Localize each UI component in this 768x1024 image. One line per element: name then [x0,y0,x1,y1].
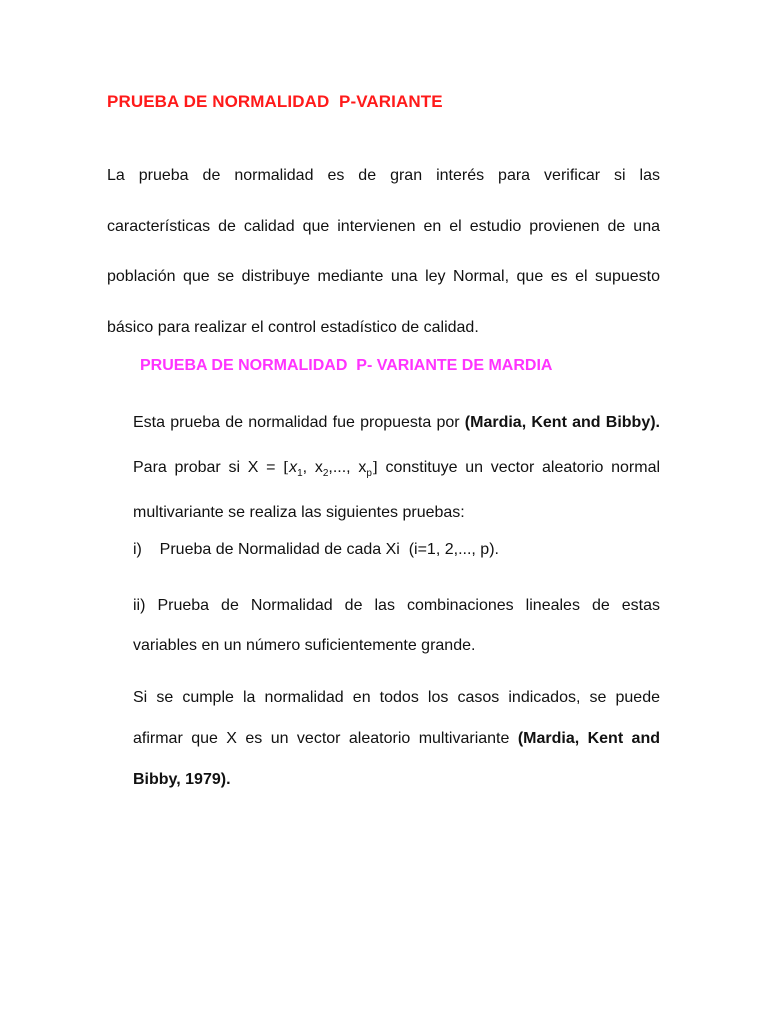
section-subtitle: PRUEBA DE NORMALIDAD P- VARIANTE DE MARDIA [140,357,553,374]
mardia-paragraph [133,400,660,535]
vector-bracket-open: [ [283,458,290,476]
vector-ellipsis: ,..., [328,459,359,476]
conclusion-text: Si se cumple la normalidad en todos los casos indicados, se puede afirmar que X es un vector aleatorio multivariante [133,689,660,747]
vector-x2-subscript: 2 [322,468,329,480]
mardia-middle-text: Para probar si X = [133,459,284,476]
list-item-ii: ii) Prueba de Normalidad de las combinaciones lineales de estas variables en un número suficientemente grande. [133,597,660,654]
vector-x1-subscript: 1 [297,468,303,480]
page-title: PRUEBA DE NORMALIDAD P-VARIANTE [107,92,443,111]
mardia-lead-text: Esta prueba de normalidad fue propuesta por [133,414,465,431]
conclusion-citation: (Mardia, Kent and Bibby, 1979). [133,730,661,788]
vector-x1: x [289,459,298,476]
vector-separator: , [302,459,315,476]
mardia-citation: (Mardia, Kent and Bibby). [464,414,660,431]
conclusion-paragraph [133,677,660,800]
vector-x2: x [314,459,323,476]
vector-xp-subscript: p [366,468,372,480]
list-item-i: i) Prueba de Normalidad de cada Xi (i=1, 2,..., p). [133,541,499,558]
intro-paragraph: La prueba de normalidad es de gran interés para verificar si las características de calidad que intervienen en el estudio provienen de una población que se distribuye mediante una ley Normal, que es el supuesto básico para realizar el control estadístico de calidad. [107,167,660,336]
mardia-tail-text: constituye un vector aleatorio normal multivariante se realiza las siguientes pruebas: [133,459,661,521]
vector-bracket-close: ] [371,458,378,476]
vector-xp: x [358,459,367,476]
vector-notation [283,458,378,480]
